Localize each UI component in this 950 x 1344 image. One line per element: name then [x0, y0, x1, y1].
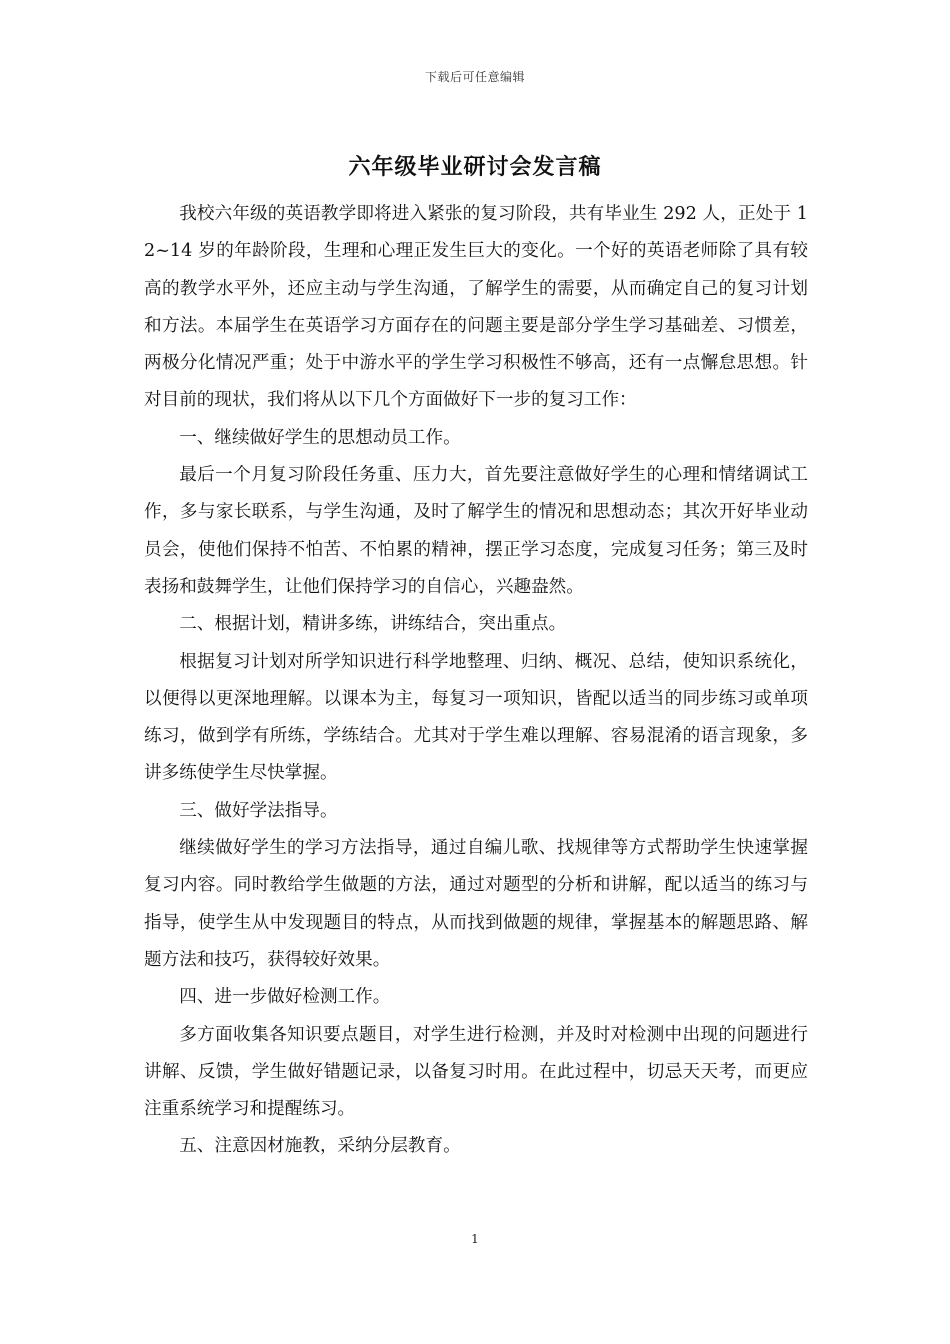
section-paragraph-4: 多方面收集各知识要点题目，对学生进行检测，并及时对检测中出现的问题进行讲解、反馈，学生做好错题记录，以备复习时用。在此过程中，切忌天天考，而更应注重系统学习和提醒练习。 [144, 1024, 808, 1120]
section-paragraph-2: 根据复习计划对所学知识进行科学地整理、归纳、概况、总结，使知识系统化，以便得以更深地理解。以课本为主，每复习一项知识，皆配以适当的同步练习或单项练习，做到学有所练，学练结合。尤其对于学生难以理解、容易混淆的语言现象，多讲多练使学生尽快掌握。 [144, 651, 808, 784]
section-heading-5: 五、注意因材施教，采纳分层教育。 [179, 1136, 461, 1157]
section-paragraph-1: 最后一个月复习阶段任务重、压力大，首先要注意做好学生的心理和情绪调试工作，多与家长联系，与学生沟通，及时了解学生的情况和思想动态；其次开好毕业动员会，使他们保持不怕苦、不怕累的精神，摆正学习态度，完成复习任务；第三及时表扬和鼓舞学生，让他们保持学习的自信心，兴趣盎然。 [144, 465, 808, 597]
section-heading-3: 三、做好学法指导。 [179, 800, 338, 821]
header-note: 下载后可任意编辑 [424, 70, 525, 84]
section-paragraph-3: 继续做好学生的学习方法指导，通过自编儿歌、找规律等方式帮助学生快速掌握复习内容。同时教给学生做题的方法，通过对题型的分析和讲解，配以适当的练习与指导，使学生从中发现题目的特点，从而找到做题的规律，掌握基本的解题思路、解题方法和技巧，获得较好效果。 [144, 838, 808, 970]
page-number: 1 [471, 1232, 479, 1246]
section-heading-1: 一、继续做好学生的思想动员工作。 [179, 427, 461, 448]
section-heading-2: 二、根据计划，精讲多练，讲练结合，突出重点。 [179, 614, 567, 635]
section-heading-4: 四、进一步做好检测工作。 [179, 987, 391, 1008]
intro-paragraph: 我校六年级的英语教学即将进入紧张的复习阶段，共有毕业生 292 人，正处于 12~14 岁的年龄阶段，生理和心理正发生巨大的变化。一个好的英语老师除了具有较高的教学水平外，还应主动与学生沟通，了解学生的需要，从而确定自己的复习计划和方法。本届学生在英语学习方面存在的问题主要是部分学生学习基础差、习惯差，两极分化情况严重；处于中游水平的学生学习积极性不够高，还有一点懈怠思想。针对目前的现状，我们将从以下几个方面做好下一步的复习工作： [144, 204, 808, 411]
document-title: 六年级毕业研讨会发言稿 [348, 154, 602, 180]
document-body [144, 196, 808, 1166]
